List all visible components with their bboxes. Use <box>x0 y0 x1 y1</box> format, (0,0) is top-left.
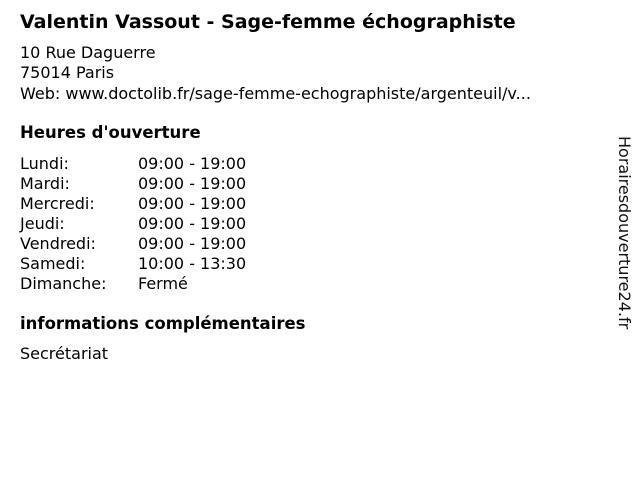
day-label: Vendredi: <box>20 234 96 253</box>
day-label: Mercredi: <box>20 194 95 213</box>
hours-value: 09:00 - 19:00 <box>138 154 247 173</box>
day-label: Lundi: <box>20 154 69 173</box>
address-street: 10 Rue Daguerre <box>20 43 156 62</box>
address-city: 75014 Paris <box>20 63 115 82</box>
business-name: Valentin Vassout - Sage-femme échographiste <box>20 11 516 33</box>
site-watermark: Horairesdouverture24.fr <box>615 136 634 330</box>
day-label: Samedi: <box>20 254 86 273</box>
hours-value: 09:00 - 19:00 <box>138 194 247 213</box>
additional-info-text: Secrétariat <box>20 344 109 363</box>
website-line: Web: www.doctolib.fr/sage-femme-echographiste/argenteuil/v... <box>20 84 531 103</box>
hours-value: 09:00 - 19:00 <box>138 214 247 233</box>
day-label: Jeudi: <box>20 214 65 233</box>
hours-value: Fermé <box>138 274 188 293</box>
day-label: Dimanche: <box>20 274 107 293</box>
additional-info-heading: informations complémentaires <box>20 314 306 333</box>
hours-value: 09:00 - 19:00 <box>138 174 247 193</box>
day-label: Mardi: <box>20 174 70 193</box>
hours-value: 09:00 - 19:00 <box>138 234 247 253</box>
hours-value: 10:00 - 13:30 <box>138 254 247 273</box>
opening-hours-heading: Heures d'ouverture <box>20 123 201 142</box>
